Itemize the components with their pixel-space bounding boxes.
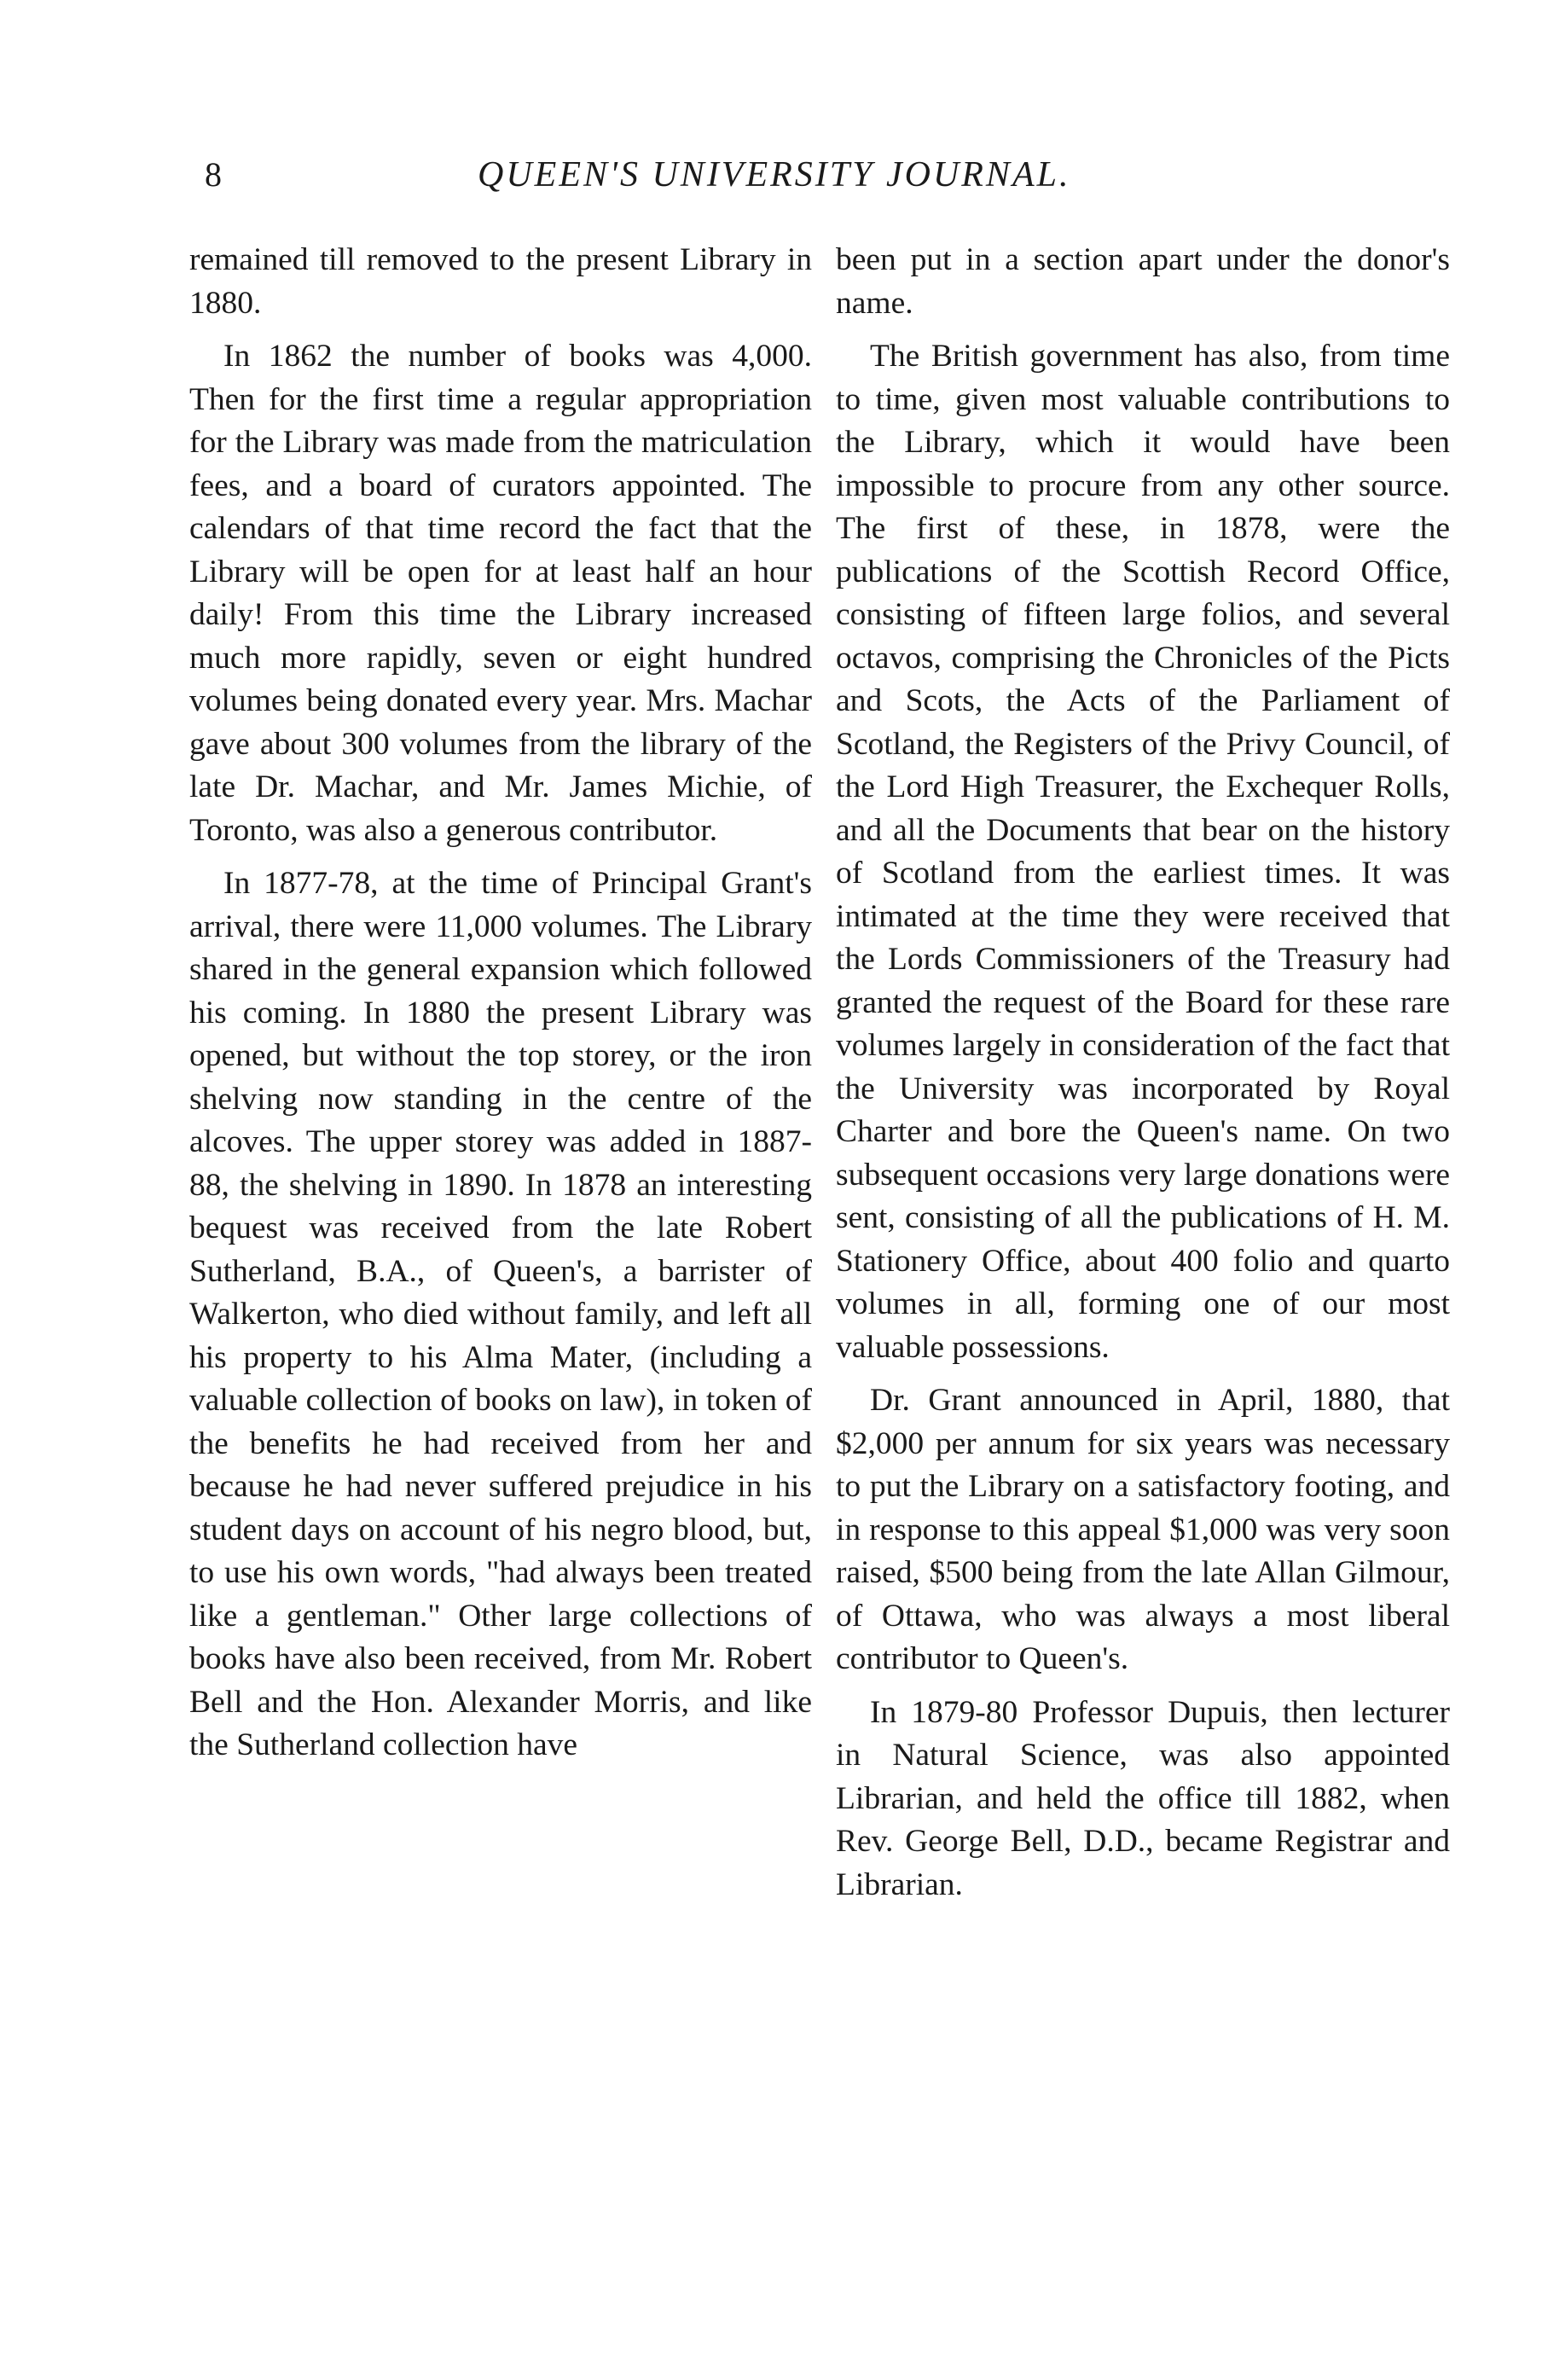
paragraph: In 1879-80 Professor Dupuis, then lecturer in Natural Science, was also appointed Librarian, and held the office till 1882, when Rev. George Bell, D.D., became Registrar and Librarian. [836, 1694, 1450, 1902]
paragraph: The British government has also, from time to time, given most valuable contributions to the Library, which it would have been impossible to procure from any other source. The first of these, in 1878, were the publications of the Scottish Record Office, consisting of fifteen large folios, and several octavos, comprising the Chronicles of the Picts and Scots, the Acts of the Parliament of Scotland, the Registers of the Privy Council, of the Lord High Treasurer, the Exchequer Rolls, and all the Documents that bear on the history of Scotland from the earliest times. It was intimated at the time they were received that the Lords Commissioners of the Treasury had granted the request of the Board for these rare volumes largely in consideration of the fact that the University was incorporated by Royal Charter and bore the Queen's name. On two subsequent occasions very large donations were sent, consisting of all the publications of H. M. Stationery Office, about 400 folio and quarto volumes in all, forming one of our most valuable possessions. [836, 339, 1450, 1365]
paragraph: remained till removed to the present Library in 1880. [189, 242, 812, 321]
left-column [189, 239, 812, 1778]
page-header [205, 149, 1390, 200]
paragraph: been put in a section apart under the donor's name. [836, 242, 1450, 321]
paragraph: In 1862 the number of books was 4,000. Then for the first time a regular appropriation for the Library was made from the matriculation fees, and a board of curators appointed. The calendars of that time record the fact that the Library will be open for at least half an hour daily! From this time the Library increased much more rapidly, seven or eight hundred volumes being donated every year. Mrs. Machar gave about 300 volumes from the library of the late Dr. Machar, and Mr. James Michie, of Toronto, was also a generous contributor. [189, 339, 812, 848]
page-number: 8 [205, 155, 222, 194]
right-column [836, 239, 1450, 1917]
running-title: QUEEN'S UNIVERSITY JOURNAL. [478, 155, 1071, 194]
paragraph: In 1877-78, at the time of Principal Grant's arrival, there were 11,000 volumes. The Library shared in the general expansion which followed his coming. In 1880 the present Library was opened, but without the top storey, or the iron shelving now standing in the centre of the alcoves. The upper storey was added in 1887-88, the shelving in 1890. In 1878 an interesting bequest was received from the late Robert Sutherland, B.A., of Queen's, a barrister of Walkerton, who died without family, and left all his property to his Alma Mater, (including a valuable collection of books on law), in token of the benefits he had received from her and because he had never suffered prejudice in his student days on account of his negro blood, but, to use his own words, "had always been treated like a gentleman." Other large collections of books have also been received, from Mr. Robert Bell and the Hon. Alexander Morris, and like the Sutherland collection have [189, 866, 812, 1762]
paragraph: Dr. Grant announced in April, 1880, that $2,000 per annum for six years was necessary to put the Library on a satisfactory footing, and in response to this appeal $1,000 was very soon raised, $500 being from the late Allan Gilmour, of Ottawa, who was always a most liberal contributor to Queen's. [836, 1383, 1450, 1676]
